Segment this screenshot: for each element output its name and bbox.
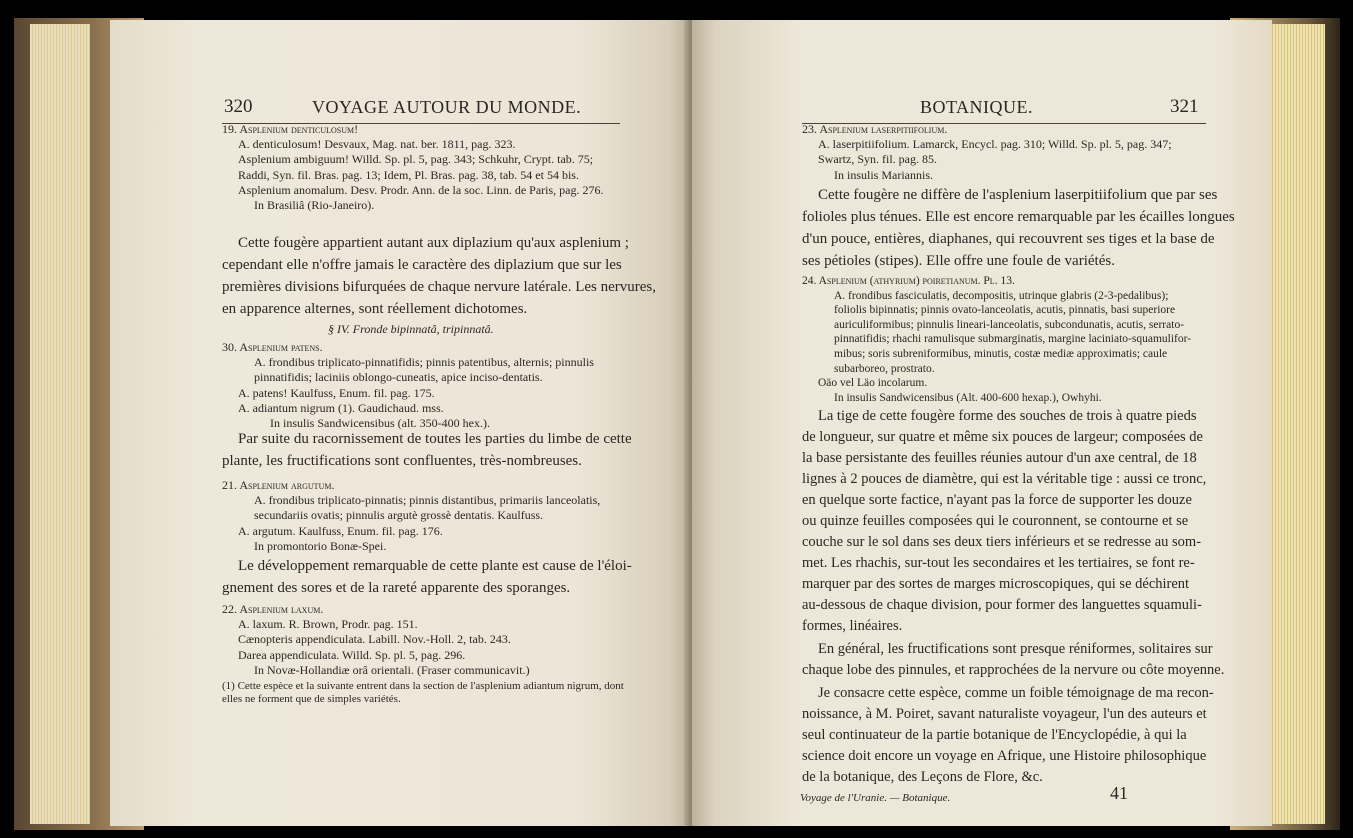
paragraph-line: ou quinze feuilles composées qui le couronnent, se contourne et se <box>802 513 1189 529</box>
footnote-line: elles ne forment que de simples variétés. <box>222 693 401 705</box>
paragraph <box>222 232 656 320</box>
paragraph-line: formes, linéaires. <box>802 618 903 634</box>
entry-23 <box>802 122 1172 183</box>
right-page <box>692 20 1272 826</box>
entry-line: A. argutum. Kaulfuss, Enum. fil. pag. 176. <box>238 523 443 538</box>
entry-line: Raddi, Syn. fil. Bras. pag. 13; Idem, Pl. Bras. pag. 38, tab. 54 et 54 bis. <box>238 167 579 182</box>
entry-line: A. frondibus triplicato-pinnatis; pinnis distantibus, primariis lanceolatis, <box>254 493 601 508</box>
paragraph-line: Cette fougère ne diffère de l'asplenium laserpitiifolium que par ses <box>818 187 1218 203</box>
entry-line: pinnatifidis; laciniis oblongo-cuneatis, apice inciso-dentatis. <box>254 370 543 385</box>
paragraph-line: couche sur le sol dans ses deux tiers inférieurs et se redresse au som- <box>802 534 1202 550</box>
entry-line: Swartz, Syn. fil. pag. 85. <box>818 152 937 167</box>
entry-line: Darea appendiculata. Willd. Sp. pl. 5, pag. 296. <box>238 647 466 662</box>
paragraph-line: chaque lobe des pinnules, et rapprochées de la nervure ou côte moyenne. <box>802 662 1225 678</box>
entry-line: Oäo vel Läo incolarum. <box>818 377 928 390</box>
paragraph-line: gnement des sores et de la rareté apparente des sporanges. <box>222 580 571 596</box>
paragraph-line: cependant elle n'offre jamais le caractère des diplazium que sur les <box>222 257 622 273</box>
paragraph-line: en quelque sorte factice, n'ayant pas la force de supporter les douze <box>802 492 1192 508</box>
entry-line: mibus; soris subreniformibus, minutis, costæ mediæ approximatis; caule <box>834 347 1168 360</box>
entry-title: 22. Asplenium laxum. <box>222 602 324 616</box>
entry-locality: In Brasiliâ (Rio-Janeiro). <box>254 198 375 213</box>
paragraph <box>222 428 632 472</box>
entry-line: A. denticulosum! Desvaux, Mag. nat. ber. 1811, pag. 323. <box>238 137 516 152</box>
paragraph-line: Le développement remarquable de cette plante est cause de l'éloi- <box>238 558 632 574</box>
paragraph-line: science doit encore un voyage en Afrique, une Histoire philosophique <box>802 748 1207 764</box>
entry-19 <box>222 122 604 213</box>
entry-line: Cænopteris appendiculata. Labill. Nov.-Holl. 2, tab. 243. <box>238 632 511 647</box>
paragraph-line: Par suite du racornissement de toutes les parties du limbe de cette <box>238 431 632 447</box>
entry-title: 21. Asplenium argutum. <box>222 478 335 492</box>
entry-line: A. frondibus fasciculatis, decompositis, utrinque glabris (2-3-pedalibus); <box>834 289 1169 302</box>
paragraph-line: Cette fougère appartient autant aux diplazium qu'aux asplenium ; <box>238 235 629 251</box>
entry-line: Asplenium anomalum. Desv. Prodr. Ann. de la soc. Linn. de Paris, pag. 276. <box>238 182 604 197</box>
signature-mark: 41 <box>1110 783 1128 803</box>
running-head: VOYAGE AUTOUR DU MONDE. <box>312 97 582 117</box>
entry-21 <box>222 478 600 554</box>
entry-locality: In insulis Sandwicensibus (Alt. 400-600 hexap.), Owhyhi. <box>834 391 1102 404</box>
printer-signature: Voyage de l'Uranie. — Botanique. <box>800 792 951 804</box>
paragraph-line: d'un pouce, entières, diaphanes, qui recouvrent ses tiges et la base de <box>802 231 1215 247</box>
entry-line: A. laserpitiifolium. Lamarck, Encycl. pag. 310; Willd. Sp. pl. 5, pag. 347; <box>818 137 1172 152</box>
left-page-edges <box>30 24 90 824</box>
footnote <box>222 680 624 706</box>
paragraph-line: Je consacre cette espèce, comme un foible témoignage de ma recon- <box>818 685 1214 701</box>
entry-locality: In Novæ-Hollandiæ orâ orientali. (Fraser communicavit.) <box>254 662 530 677</box>
entry-locality: In insulis Mariannis. <box>834 167 933 182</box>
paragraph-line: La tige de cette fougère forme des souches de trois à quatre pieds <box>818 408 1197 424</box>
paragraph-line: seul continuateur de la partie botanique de l'Encyclopédie, à qui la <box>802 727 1187 743</box>
paragraph-line: marquer par des sortes de marges microscopiques, qui se déchirent <box>802 576 1190 592</box>
entry-line: subarboreo, prostrato. <box>834 362 935 375</box>
section-heading: § IV. Fronde bipinnatâ, tripinnatâ. <box>328 322 494 336</box>
entry-locality: In insulis Sandwicensibus (alt. 350-400 hex.). <box>270 416 490 431</box>
paragraph-line: plante, les fructifications sont confluentes, très-nombreuses. <box>222 453 582 469</box>
entry-title: 24. Asplenium (athyrium) poiretianum. Pl. 13. <box>802 275 1015 287</box>
paragraph <box>802 406 1206 637</box>
entry-title: 19. Asplenium denticulosum! <box>222 122 359 136</box>
paragraph-line: au-dessous de chaque division, pour former des languettes squamuli- <box>802 597 1202 613</box>
entry-22 <box>222 602 530 678</box>
paragraph-line: En général, les fructifications sont presque réniformes, solitaires sur <box>818 641 1213 657</box>
paragraph-line: met. Les rhachis, sur-tout les secondaires et les tertiaires, se font re- <box>802 555 1195 571</box>
page-number: 321 <box>1170 96 1199 117</box>
paragraph <box>222 555 632 599</box>
entry-line: secundariis ovatis; pinnulis argutè grossè dentatis. Kaulfuss. <box>254 508 544 523</box>
entry-line: pinnatifidis; rhachi ramulisque submarginatis, margine laciniato-squamulifor- <box>834 333 1192 346</box>
entry-line: A. frondibus triplicato-pinnatifidis; pinnis patentibus, alternis; pinnulis <box>254 355 594 370</box>
paragraph-line: en apparence alternes, sont réellement dichotomes. <box>222 301 528 317</box>
paragraph-line: folioles plus ténues. Elle est encore remarquable par les écailles longues <box>802 209 1235 225</box>
paragraph-line: lignes à 2 pouces de diamètre, qui est la véritable tige : aussi ce tronc, <box>802 471 1207 487</box>
paragraph <box>802 184 1235 272</box>
entry-line: A. patens! Kaulfuss, Enum. fil. pag. 175. <box>238 385 435 400</box>
paragraph-line: la base persistante des feuilles réunies autour d'un axe central, de 18 <box>802 450 1197 466</box>
page-number: 320 <box>224 96 253 117</box>
paragraph-line: de la botanique, des Leçons de Flore, &c. <box>802 769 1043 785</box>
paragraph-line: premières divisions bifurquées de chaque nervure latérale. Les nervures, <box>222 279 656 295</box>
paragraph-line: ses pétioles (stipes). Elle offre une foule de variétés. <box>802 253 1115 269</box>
entry-line: auriculiformibus; pinnulis lineari-lanceolatis, subcondunatis, acutis, serrato- <box>834 318 1185 331</box>
entry-locality: In promontorio Bonæ-Spei. <box>254 538 387 553</box>
paragraph-line: noissance, à M. Poiret, savant naturaliste voyageur, l'un des auteurs et <box>802 706 1207 722</box>
paragraph <box>802 639 1224 681</box>
entry-20 <box>222 340 594 431</box>
entry-title: 30. Asplenium patens. <box>222 340 323 354</box>
entry-line: A. adiantum nigrum (1). Gaudichaud. mss. <box>238 400 444 415</box>
entry-line: foliolis bipinnatis; pinnis ovato-lanceolatis, acutis, pinnatis, basi superiore <box>834 304 1176 317</box>
entry-24 <box>802 274 1191 405</box>
entry-line: A. laxum. R. Brown, Prodr. pag. 151. <box>238 617 418 632</box>
entry-title: 23. Asplenium laserpitiifolium. <box>802 122 948 136</box>
left-page <box>110 20 692 826</box>
entry-line: Asplenium ambiguum! Willd. Sp. pl. 5, pag. 343; Schkuhr, Crypt. tab. 75; <box>238 152 594 167</box>
footnote-line: (1) Cette espèce et la suivante entrent dans la section de l'asplenium adiantum nigrum, dont <box>222 680 624 692</box>
running-head: BOTANIQUE. <box>920 97 1034 117</box>
paragraph <box>802 683 1214 788</box>
paragraph-line: de longueur, sur quatre et même six pouces de largeur; composées de <box>802 429 1203 445</box>
